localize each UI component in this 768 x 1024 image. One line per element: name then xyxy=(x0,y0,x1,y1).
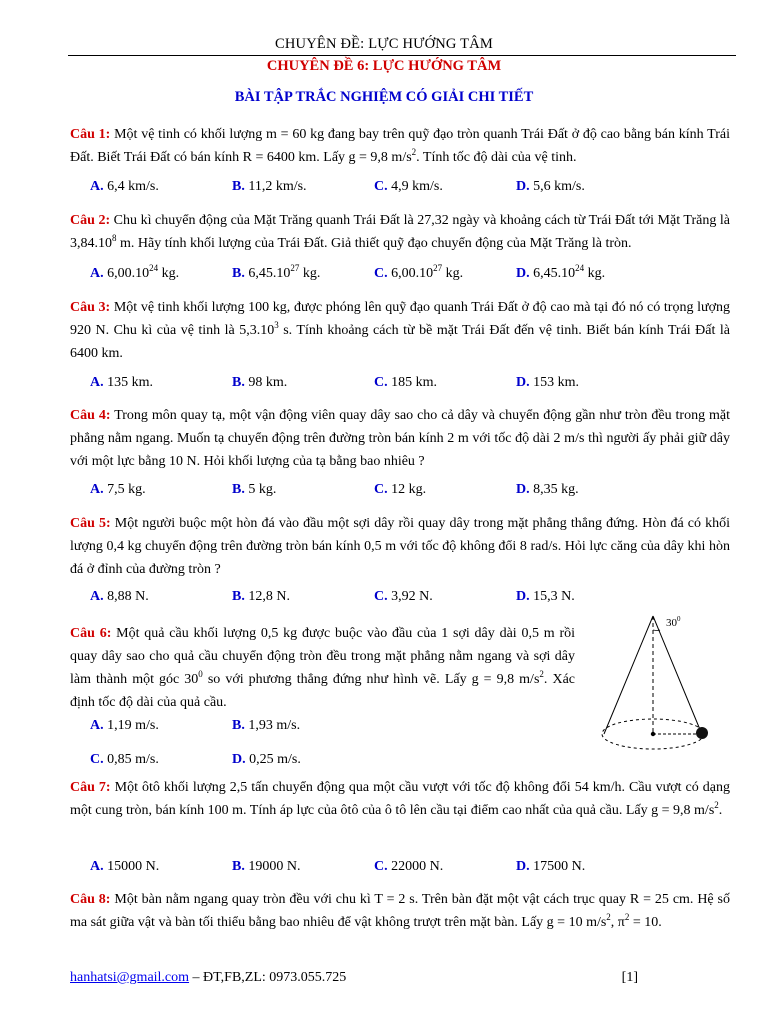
superscript: 24 xyxy=(575,263,585,273)
question-label: Câu 4: xyxy=(70,408,111,423)
answer-letter: A. xyxy=(90,266,104,281)
superscript: 2 xyxy=(606,912,611,922)
answer-letter: D. xyxy=(232,752,246,767)
answer-letter: B. xyxy=(232,375,245,390)
answer-option xyxy=(232,177,307,197)
answer-text: 6,45.10 xyxy=(533,266,576,281)
answer-letter: A. xyxy=(90,179,104,194)
question-label: Câu 3: xyxy=(70,300,111,315)
answer-text: 7,5 kg. xyxy=(107,482,146,497)
answer-letter: A. xyxy=(90,482,104,497)
question-text: so với phương thẳng đứng như hình vẽ. Lấy g = 9,8 m/s xyxy=(202,672,540,687)
answer-letter: A. xyxy=(90,718,104,733)
answer-letter: C. xyxy=(90,752,104,767)
answer-text: 5,6 km/s. xyxy=(533,179,585,194)
answer-unit: kg. xyxy=(158,266,180,281)
answer-option xyxy=(374,177,443,197)
superscript: 2 xyxy=(624,912,630,922)
page-footer xyxy=(70,970,730,990)
question-text: Một quả cầu khối lượng 0,5 kg được buộc vào đầu của 1 sợi dây dài 0,5 m rồi quay dây sao cho quả cầu chuyển động tròn đều trong mặt phẳng nằm ngang và sợi dây làm thành một góc 30 xyxy=(70,626,575,687)
page-number: [1] xyxy=(621,970,638,985)
answer-letter: C. xyxy=(374,375,388,390)
question-text: Một bàn nằm ngang quay tròn đều với chu kì T = 2 s. Trên bàn đặt một vật cách trục quay R = 25 cm. Hệ số ma sát giữa vật và bàn tối thiểu bằng bao nhiêu để vật không trượt trên mặt bàn. Lấy g = 10 m/s xyxy=(70,892,731,930)
answer-option xyxy=(374,480,426,500)
answer-letter: B. xyxy=(232,718,245,733)
superscript: 2 xyxy=(411,147,417,157)
question-text: Một ôtô khối lượng 2,5 tấn chuyển động qua một cầu vượt với tốc độ không đổi 54 km/h. Cầu vượt có dạng một cung tròn, bán kính 100 m. Tính áp lực của ôtô của ô tô lên cầu tại điểm cao nhất của quả cầu. Lấy g = 9,8 m/s xyxy=(70,780,730,818)
superscript: 8 xyxy=(112,233,117,243)
answer-text: 12,8 N. xyxy=(248,589,290,604)
email-link[interactable]: hanhatsi@gmail.com xyxy=(70,970,190,985)
answer-option xyxy=(516,264,605,284)
question-1 xyxy=(70,123,730,169)
answer-text: 6,4 km/s. xyxy=(107,179,159,194)
section-title: BÀI TẬP TRẮC NGHIỆM CÓ GIẢI CHI TIẾT xyxy=(234,89,534,105)
answer-option xyxy=(374,587,433,607)
answer-letter: D. xyxy=(516,859,530,874)
answer-text: 17500 N. xyxy=(533,859,586,874)
answer-option xyxy=(516,857,585,877)
angle-arc xyxy=(653,630,660,631)
question-text: Chu kì chuyển động của Mặt Trăng quanh Trái Đất là 27,32 ngày và khoảng cách từ Trái Đất tới Mặt Trăng là 3,84.10 xyxy=(70,213,730,251)
question-8 xyxy=(70,888,730,934)
answer-text: 1,93 m/s. xyxy=(248,718,301,733)
superscript: 3 xyxy=(274,320,279,330)
superscript: 2 xyxy=(539,669,544,679)
answer-option xyxy=(232,587,290,607)
question-3 xyxy=(70,296,730,365)
answer-letter: C. xyxy=(374,589,388,604)
answer-letter: A. xyxy=(90,375,104,390)
cone-left-line xyxy=(604,616,653,734)
answer-letter: C. xyxy=(374,482,388,497)
answer-unit: kg. xyxy=(442,266,464,281)
answer-letter: B. xyxy=(232,266,245,281)
answer-text: 22000 N. xyxy=(391,859,444,874)
string-line xyxy=(653,616,701,732)
question-2 xyxy=(70,209,730,255)
answer-option xyxy=(232,480,276,500)
superscript: 27 xyxy=(290,263,300,273)
answer-option xyxy=(232,716,300,736)
answer-text: 1,19 m/s. xyxy=(107,718,159,733)
page-header: CHUYÊN ĐỀ: LỰC HƯỚNG TÂM xyxy=(275,36,493,52)
angle-label: $30^0$ xyxy=(666,615,681,629)
answer-letter: B. xyxy=(232,589,245,604)
answer-text: 6,45.10 xyxy=(248,266,291,281)
answer-option xyxy=(374,264,463,284)
question-text: m. Hãy tính khối lượng của Trái Đất. Giả thiết quỹ đạo chuyển động của Mặt Trăng là tròn. xyxy=(116,236,632,251)
answer-option xyxy=(90,480,146,500)
answer-text: 185 km. xyxy=(391,375,438,390)
answer-option xyxy=(516,480,579,500)
answer-option xyxy=(232,373,287,393)
center-point xyxy=(651,732,655,736)
question-6 xyxy=(70,622,575,714)
ball xyxy=(696,727,708,739)
question-text: = 10. xyxy=(629,915,662,930)
answer-text: 12 kg. xyxy=(391,482,427,497)
question-text: Một người buộc một hòn đá vào đầu một sợi dây rồi quay dây trong mặt phẳng thẳng đứng. Hòn đá có khối lượng 0,4 kg chuyển động trên đường tròn bán kính 0,5 m với tốc độ không đổi 8 rad/s. Hỏi lực căng của dây khi hòn đá ở đỉnh của đường tròn ? xyxy=(70,516,731,577)
question-label: Câu 8: xyxy=(70,892,111,907)
chapter-title: CHUYÊN ĐỀ 6: LỰC HƯỚNG TÂM xyxy=(266,58,502,74)
answer-letter: C. xyxy=(374,859,388,874)
answer-letter: B. xyxy=(232,482,245,497)
answer-letter: A. xyxy=(90,859,104,874)
answer-text: 135 km. xyxy=(107,375,154,390)
question-text: , π xyxy=(610,915,625,930)
answer-option xyxy=(516,373,579,393)
answer-letter: C. xyxy=(374,266,388,281)
superscript: 24 xyxy=(149,263,159,273)
answer-text: 11,2 km/s. xyxy=(248,179,307,194)
answer-option xyxy=(232,264,320,284)
answer-option xyxy=(90,857,159,877)
answer-text: 98 km. xyxy=(248,375,288,390)
answer-letter: B. xyxy=(232,179,245,194)
answer-letter: B. xyxy=(232,859,245,874)
answer-option xyxy=(90,587,149,607)
question-text: Một vệ tinh khối lượng 100 kg, được phóng lên quỹ đạo quanh Trái Đất ở độ cao mà tại đó nó có trọng lượng 920 N. Chu kì của vệ tinh là 5,3.10 xyxy=(70,300,730,338)
answer-letter: D. xyxy=(516,589,530,604)
answer-text: 15,3 N. xyxy=(533,589,575,604)
question-text: s. Tính khoảng cách từ bề mặt Trái Đất đến vệ tinh. Biết bán kính Trái Đất là 6400 km. xyxy=(70,323,730,361)
contact-info: – ĐT,FB,ZL: 0973.055.725 xyxy=(189,970,347,985)
question-7 xyxy=(70,776,730,822)
header-divider xyxy=(68,55,736,56)
answer-option xyxy=(232,857,300,877)
superscript: 0 xyxy=(198,669,203,679)
answer-unit: kg. xyxy=(299,266,321,281)
answer-text: 5 kg. xyxy=(248,482,277,497)
answer-option xyxy=(232,750,301,770)
answer-option xyxy=(374,373,437,393)
answer-letter: D. xyxy=(516,375,530,390)
answer-text: 19000 N. xyxy=(248,859,301,874)
answer-text: 4,9 km/s. xyxy=(391,179,443,194)
question-text: Trong môn quay tạ, một vận động viên quay dây sao cho cả dây và chuyển động gần như tròn đều trong mặt phẳng nằm ngang. Muốn tạ chuyển động trên đường tròn bán kính 2 m với tốc độ dài 2 m/s thì người ấy phải giữ dây với một lực bằng 10 N. Hỏi khối lượng của tạ bằng bao nhiêu ? xyxy=(70,408,730,469)
answer-letter: D. xyxy=(516,482,530,497)
answer-option xyxy=(90,750,159,770)
answer-option xyxy=(374,857,443,877)
answer-text: 8,35 kg. xyxy=(533,482,579,497)
answer-option xyxy=(90,264,179,284)
answer-text: 3,92 N. xyxy=(391,589,433,604)
answer-option xyxy=(90,373,153,393)
answer-letter: A. xyxy=(90,589,104,604)
question-text: . Tính tốc độ dài của vệ tinh. xyxy=(416,150,577,165)
answer-option xyxy=(516,177,585,197)
answer-text: 15000 N. xyxy=(107,859,160,874)
question-label: Câu 6: xyxy=(70,626,112,641)
question-5 xyxy=(70,512,730,581)
answer-option xyxy=(516,587,575,607)
conical-pendulum-figure xyxy=(598,610,718,760)
question-label: Câu 2: xyxy=(70,213,111,228)
question-label: Câu 7: xyxy=(70,780,111,795)
question-text: Một vệ tinh có khối lượng m = 60 kg đang bay trên quỹ đạo tròn quanh Trái Đất ở độ cao bằng bán kính Trái Đất. Biết Trái Đất có bán kính R = 6400 km. Lấy g = 9,8 m/s xyxy=(70,127,730,165)
answer-option xyxy=(90,716,159,736)
answer-text: 0,25 m/s. xyxy=(249,752,301,767)
question-4 xyxy=(70,404,730,473)
answer-text: 6,00.10 xyxy=(107,266,150,281)
question-label: Câu 1: xyxy=(70,127,111,142)
answer-text: 6,00.10 xyxy=(391,266,434,281)
superscript: 2 xyxy=(714,800,719,810)
answer-text: 153 km. xyxy=(533,375,580,390)
superscript: 27 xyxy=(433,263,443,273)
question-text: . Xác định tốc độ dài của quả cầu. xyxy=(70,672,575,710)
answer-text: 8,88 N. xyxy=(107,589,149,604)
question-label: Câu 5: xyxy=(70,516,111,531)
answer-text: 0,85 m/s. xyxy=(107,752,159,767)
answer-unit: kg. xyxy=(584,266,606,281)
answer-letter: C. xyxy=(374,179,388,194)
answer-letter: D. xyxy=(516,179,530,194)
answer-option xyxy=(90,177,159,197)
question-text: . xyxy=(718,803,723,818)
answer-letter: D. xyxy=(516,266,530,281)
